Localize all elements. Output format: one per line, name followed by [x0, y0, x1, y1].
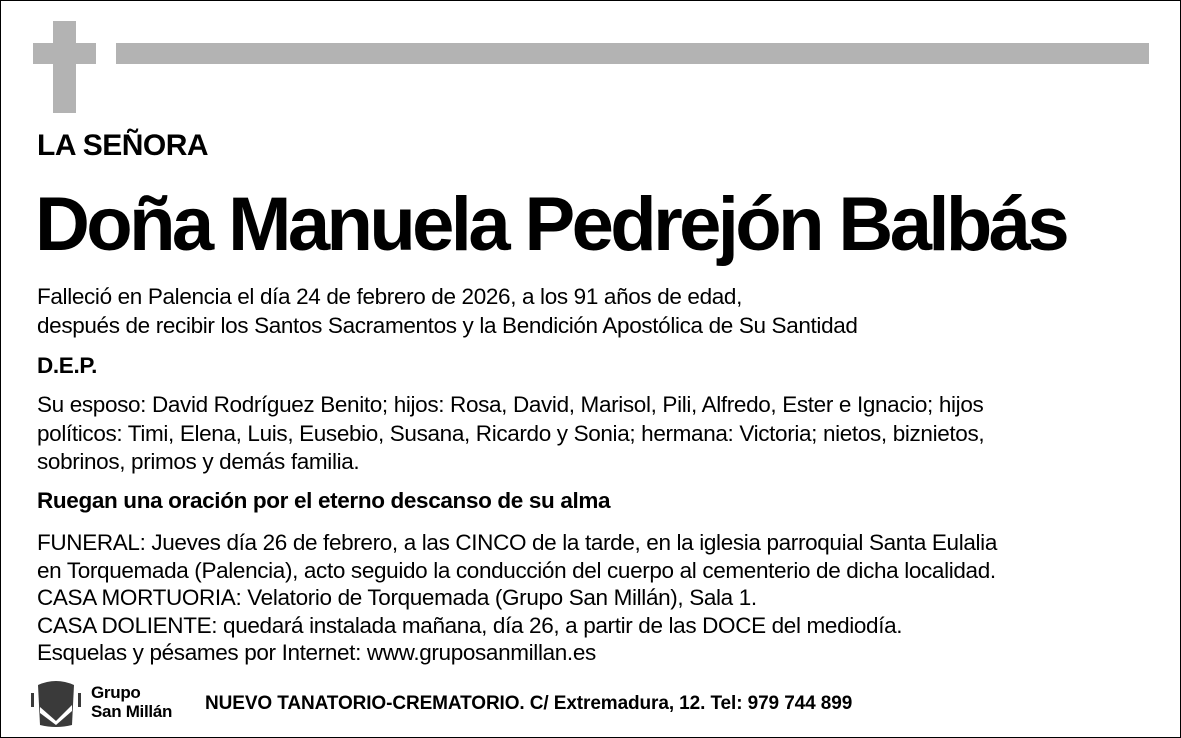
funeral-home-address: NUEVO TANATORIO-CREMATORIO. C/ Extremadura, 12. Tel: 979 744 899 — [205, 693, 853, 714]
death-line: después de recibir los Santos Sacramentos y la Bendición Apostólica de Su Santidad — [37, 312, 858, 338]
funeral-line: en Torquemada (Palencia), acto seguido la conducción del cuerpo al cementerio de dicha localidad. — [37, 557, 996, 583]
cross-icon-arm — [33, 43, 96, 64]
header-bar — [116, 43, 1149, 64]
logo-line: San Millán — [91, 702, 173, 721]
website-line: Esquelas y pésames por Internet: www.gruposanmillan.es — [37, 640, 596, 665]
death-details — [37, 283, 858, 340]
death-line: Falleció en Palencia el día 24 de febrero de 2026, a los 91 años de edad, — [37, 284, 742, 309]
salutation: LA SEÑORA — [37, 129, 209, 162]
family-line: sobrinos, primos y demás familia. — [37, 449, 360, 474]
mortuary-line: CASA MORTUORIA: Velatorio de Torquemada (Grupo San Millán), Sala 1. — [37, 585, 757, 610]
cross-icon — [53, 21, 76, 113]
mourning-house-line: CASA DOLIENTE: quedará instalada mañana, día 26, a partir de las DOCE del mediodía. — [37, 612, 903, 638]
prayer-request: Ruegan una oración por el eterno descanso de su alma — [37, 488, 611, 513]
logo-line: Grupo — [91, 683, 141, 702]
deceased-name: Doña Manuela Pedrejón Balbás — [35, 182, 1067, 267]
grupo-san-millan-logo-icon — [31, 677, 81, 729]
funeral-line: FUNERAL: Jueves día 26 de febrero, a las CINCO de la tarde, en la iglesia parroquial Santa Eulalia — [37, 530, 997, 555]
logo-text — [91, 683, 172, 721]
family-list — [37, 391, 984, 477]
family-line: Su esposo: David Rodríguez Benito; hijos: Rosa, David, Marisol, Pili, Alfredo, Ester e Ignacio; hijos — [37, 392, 984, 417]
dep: D.E.P. — [37, 353, 98, 378]
service-info — [37, 529, 997, 667]
family-line: políticos: Timi, Elena, Luis, Eusebio, Susana, Ricardo y Sonia; hermana: Victoria; nietos, biznietos, — [37, 420, 985, 446]
